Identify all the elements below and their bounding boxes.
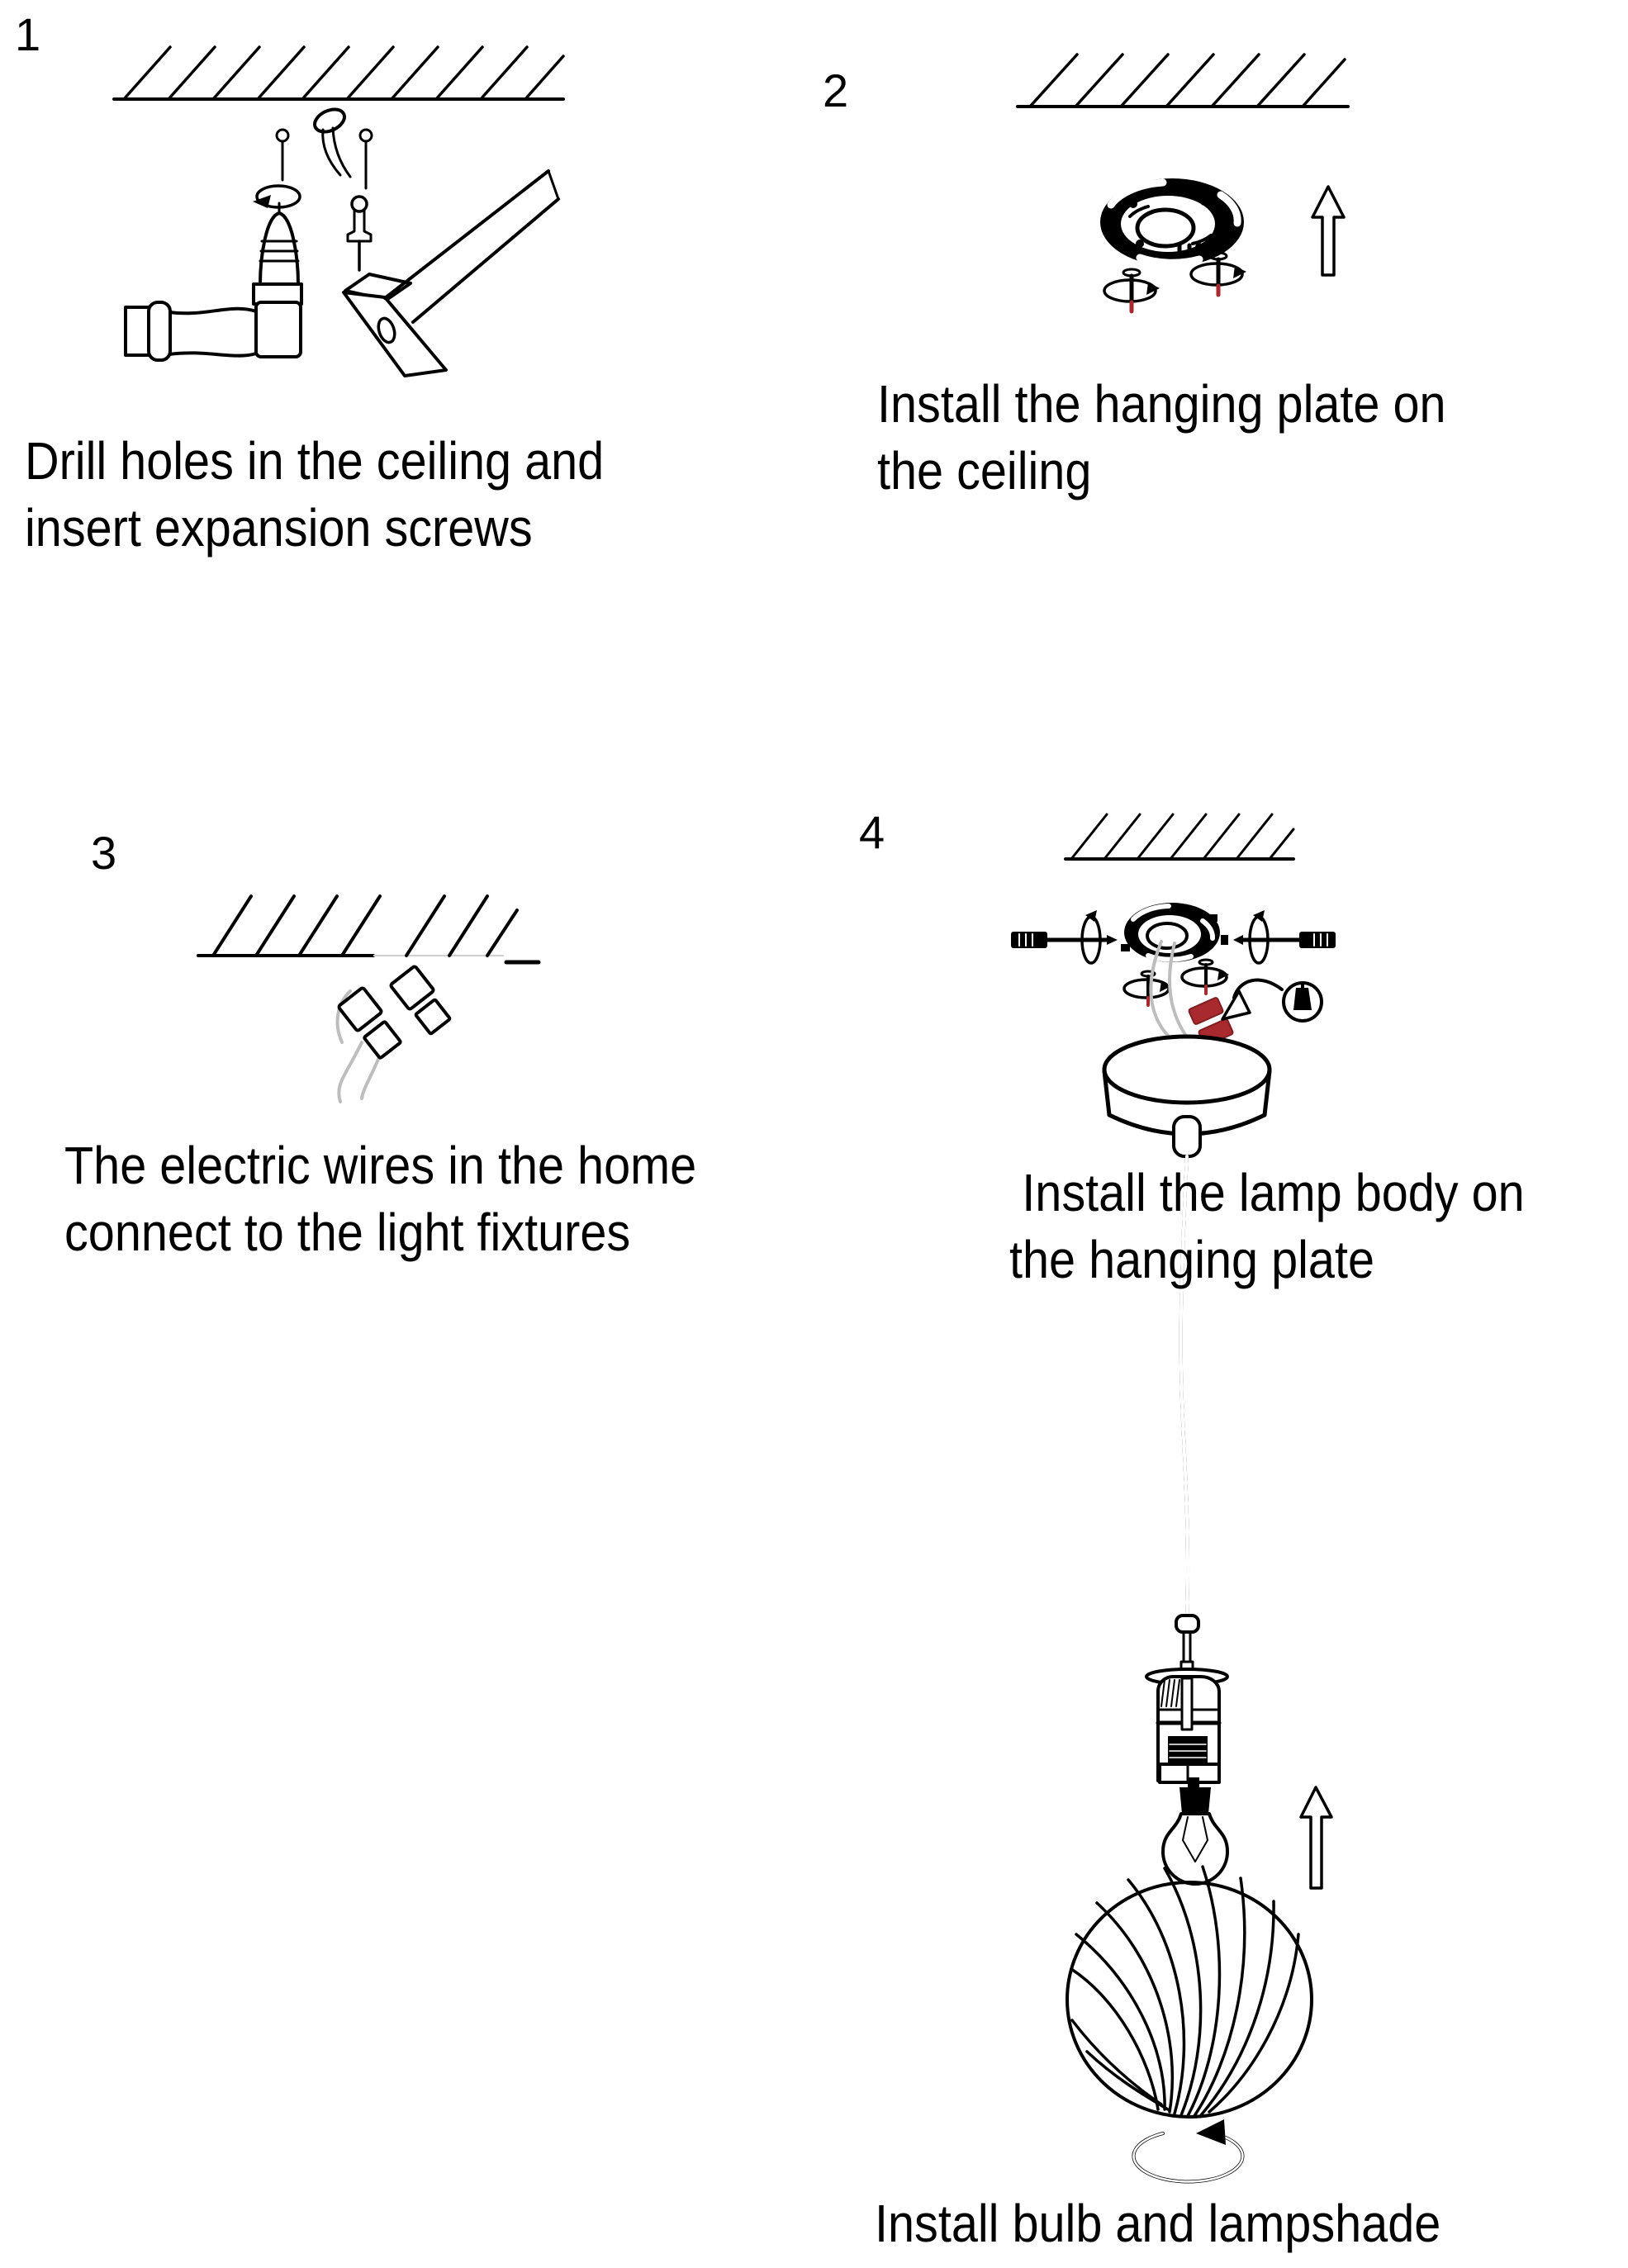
caption-line: the ceiling: [877, 441, 1092, 501]
step2-figure: [1018, 55, 1348, 311]
step1-caption: [25, 428, 604, 562]
up-arrow-icon: [1301, 1787, 1331, 1888]
caption-line: Drill holes in the ceiling and: [25, 431, 605, 491]
wall-plug-icon: [311, 105, 350, 177]
screw-pin-left-icon: [277, 130, 288, 180]
bulb-icon: [1163, 1777, 1227, 1884]
step3-number: 3: [91, 827, 117, 879]
caption-line: The electric wires in the home: [64, 1136, 697, 1195]
hanging-plate-small-icon: [1121, 903, 1220, 962]
wire-connector-icon: [390, 966, 450, 1034]
ceiling-hatch-icon: [1066, 814, 1293, 859]
step1-number: 1: [15, 8, 41, 60]
step4-bottom-caption: [875, 2190, 1441, 2257]
caption-line: the hanging plate: [1009, 1230, 1374, 1289]
step2-number: 2: [823, 64, 849, 116]
step2-caption: [877, 371, 1446, 505]
expansion-anchor-icon: [348, 197, 371, 270]
twist-arrow-icon: [1222, 980, 1322, 1021]
hammer-icon: [344, 171, 558, 376]
caption-line: connect to the light fixtures: [64, 1203, 631, 1262]
socket-icon: [1146, 1632, 1227, 1782]
expansion-screw-left-icon: [1011, 910, 1118, 963]
up-arrow-icon: [1312, 187, 1344, 275]
cord-bead: [1176, 1616, 1198, 1632]
wire-connector-icon: [338, 987, 401, 1058]
cord-grip-icon: [1174, 1117, 1200, 1156]
ceiling-hatch-icon: [114, 47, 563, 99]
ceiling-hatch-icon: [198, 896, 539, 962]
rotate-arrow-icon: [253, 186, 300, 208]
screw-rotate-icon: [1124, 971, 1171, 1005]
lampshade-icon: [1067, 1867, 1312, 2117]
caption-line: insert expansion screws: [25, 498, 533, 558]
step3-caption: [64, 1132, 696, 1266]
step4-caption: [1009, 1160, 1525, 1293]
caption-line: Install the lamp body on: [1022, 1163, 1525, 1222]
caption-line: Install the hanging plate on: [877, 374, 1446, 434]
step4-figure: [1011, 814, 1336, 2181]
step4-number: 4: [859, 806, 885, 858]
step1-figure: [114, 47, 563, 376]
drill-icon: [126, 203, 301, 360]
step3-figure: [198, 896, 539, 1102]
rotate-arrow-icon: [1133, 2119, 1242, 2181]
ceiling-hatch-icon: [1018, 55, 1348, 107]
expansion-screw-right-icon: [1221, 910, 1336, 963]
screw-rotate-icon: [1104, 269, 1160, 311]
caption-line: Install bulb and lampshade: [875, 2194, 1441, 2253]
screw-pin-right-icon: [360, 130, 372, 188]
screw-rotate-icon: [1182, 960, 1229, 994]
